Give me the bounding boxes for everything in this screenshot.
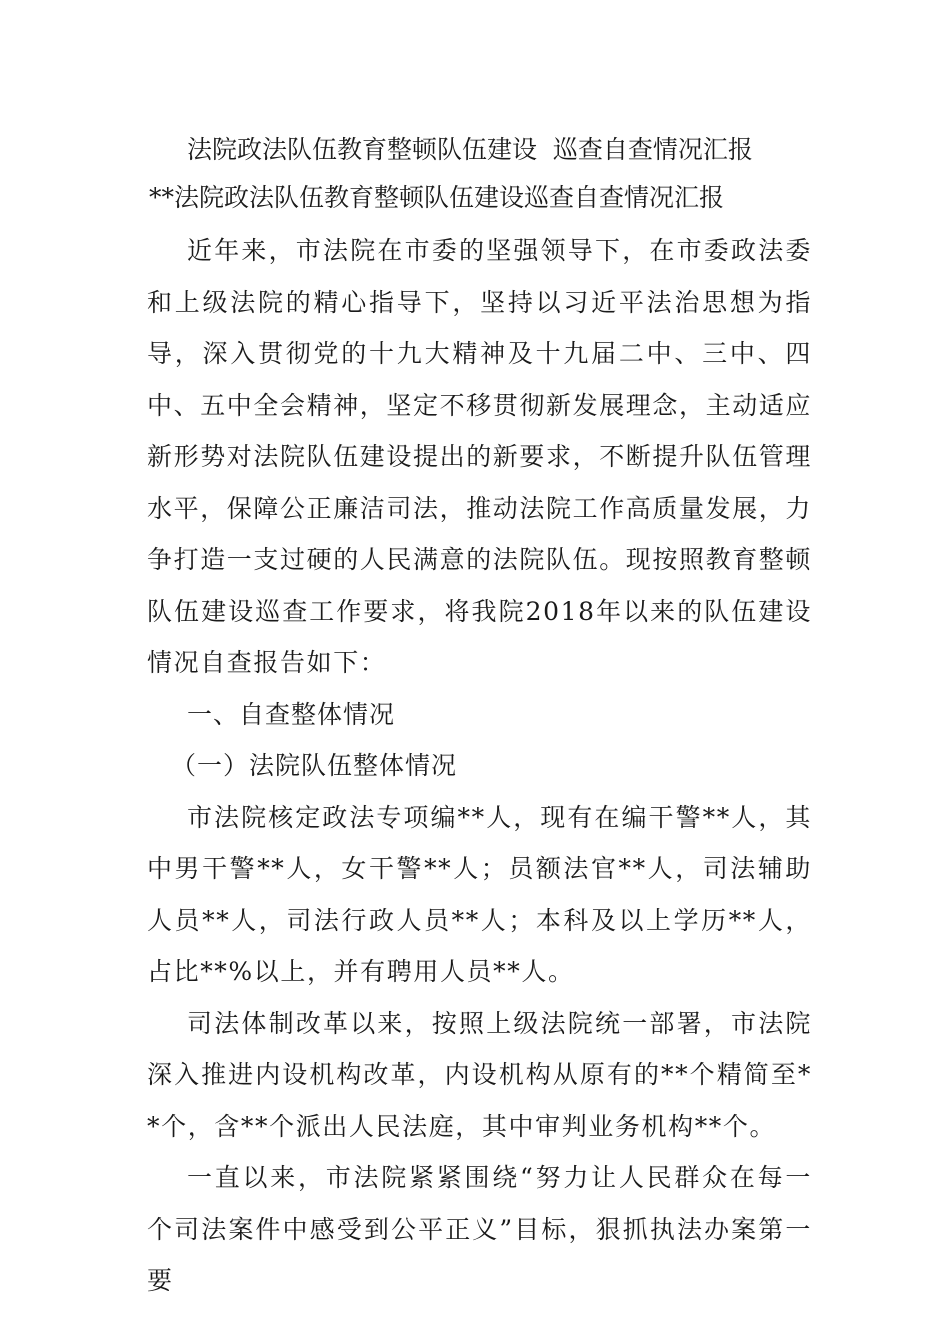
reform-paragraph: 司法体制改革以来，按照上级法院统一部署，市法院深入推进内设机构改革，内设机构从原有的**个精简至**个，含**个派出人民法庭，其中审判业务机构**个。 [147,1008,812,1141]
document-body [147,126,812,1307]
document-title: 法院政法队伍教育整顿队伍建设 巡查自查情况汇报 [187,135,753,164]
intro-paragraph: 近年来，市法院在市委的坚强领导下，在市委政法委和上级法院的精心指导下，坚持以习近平法治思想为指导，深入贯彻党的十九大精神及十九届二中、三中、四中、五中全会精神，坚定不移贯彻新发展理念，主动适应新形势对法院队伍建设提出的新要求，不断提升队伍管理水平，保障公正廉洁司法，推动法院工作高质量发展，力争打造一支过硬的人民满意的法院队伍。现按照教育整顿队伍建设巡查工作要求，将我院2018年以来的队伍建设情况自查报告如下： [147,236,813,677]
goal-paragraph: 一直以来，市法院紧紧围绕“努力让人民群众在每一个司法案件中感受到公平正义”目标，狠抓执法办案第一要 [147,1163,812,1295]
section-heading-1: 一、自查整体情况 [187,699,396,729]
subsection-heading-1: （一）法院队伍整体情况 [171,751,458,780]
document-subtitle: **法院政法队伍教育整顿队伍建设巡查自查情况汇报 [149,183,725,212]
staff-paragraph: 市法院核定政法专项编**人，现有在编干警**人，其中男干警**人，女干警**人；员额法官**人，司法辅助人员**人，司法行政人员**人；本科及以上学历**人，占比**%以上，并有聘用人员**人。 [147,802,812,986]
